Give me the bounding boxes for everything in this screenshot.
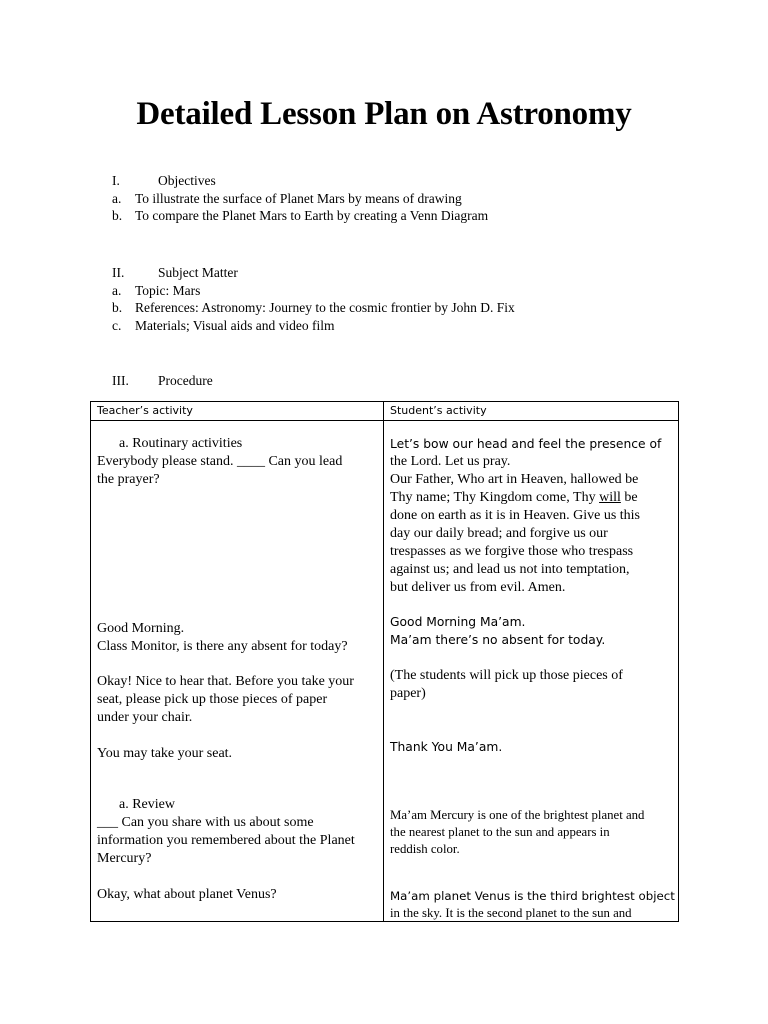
student-prayer-block: Let’s bow our head and feel the presence of the Lord. Let us pray. Our Father, Who art in Heaven, hallowed be Thy name; Thy Kingdom come, Thy will be done on earth as it is in Heaven. Give us this day our daily bread; and forgive us our trespasses as we forgive those who trespass against us; and lead us not into temptation, but deliver us from evil. Amen.: [390, 437, 662, 595]
student-greeting-block: Good Morning Ma’am. Ma’am there’s no absent for today.: [390, 615, 606, 647]
teacher-venus-question: Okay, what about planet Venus?: [97, 887, 277, 902]
subject-matter-heading: Subject Matter: [158, 265, 238, 280]
header-divider: [91, 420, 678, 421]
subject-matter-number: II.: [112, 265, 125, 280]
document-page: Detailed Lesson Plan on Astronomy I. Objectives a. To illustrate the surface of Planet Mars by means of drawing b. To compare the Planet Mars to Earth by creating a Venn Diagram II. Subject Matter a. Topic: Mars b. References: Astronomy: Journey to the cosmic frontier by John D. Fix c. Materials; Visual aids and video film III. Procedure Teacher’s activity Student’s activity a. Routinary activities Everybody please stand. ____ Can you lead the prayer? Good Morning. Class Monitor, is there any absent for today? Okay! Nice to hear that. Before you take your seat, please pick up those pieces of paper under your chair. You may take your seat. a. Review ___ Can you share with us about some information you remembered about the Planet Mercury? Okay, what about planet Venus? Let’s bow our head and feel the presence of the Lord. Let us pray. Our Father, Who art in Heaven, hallowed be Thy name; Thy Kingdom come, Thy will be done on earth as it is in Heaven. Give us this day our daily bread; and forgive us our trespasses as we forgive those who trespass against us; and lead us not into temptation, but deliver us from evil. Amen. Good Morning Ma’am. Ma’am there’s no absent for today. (The students will pick up those pieces of paper) Thank You Ma’am. Ma’am Mercury is one of the brightest planet and the nearest planet to the sun and appears in reddish color. Ma’am planet Venus is the third brightest object in the sky. It is the second planet to the sun and: [0, 0, 768, 1024]
objectives-heading: Objectives: [158, 173, 216, 188]
teacher-column-header: Teacher’s activity: [97, 404, 193, 417]
review-heading: a. Review: [119, 797, 175, 812]
teacher-greeting-block: Good Morning. Class Monitor, is there any absent for today?: [97, 621, 348, 654]
procedure-heading: Procedure: [158, 373, 213, 388]
activity-table: [90, 401, 679, 922]
column-divider: [383, 402, 384, 921]
teacher-routinary-block: a. Routinary activities Everybody please stand. ____ Can you lead the prayer?: [97, 435, 379, 489]
routinary-heading: a. Routinary activities: [119, 436, 243, 451]
student-thanks: Thank You Ma’am.: [390, 740, 503, 754]
student-pick-block: (The students will pick up those pieces of paper): [390, 668, 623, 701]
document-title: Detailed Lesson Plan on Astronomy: [136, 96, 632, 132]
student-column-header: Student’s activity: [390, 404, 487, 417]
student-venus-answer: Ma’am planet Venus is the third brightest object in the sky. It is the second planet to the sun and: [390, 889, 675, 920]
objectives-number: I.: [112, 173, 120, 188]
teacher-review-block: a. Review ___ Can you share with us about some information you remembered about the Planet Mercury?: [97, 796, 379, 868]
teacher-paper-block: Okay! Nice to hear that. Before you take your seat, please pick up those pieces of paper under your chair.: [97, 674, 354, 725]
procedure-number: III.: [112, 373, 129, 388]
student-mercury-answer: Ma’am Mercury is one of the brightest planet and the nearest planet to the sun and appears in reddish color.: [390, 808, 645, 856]
teacher-seat-block: You may take your seat.: [97, 746, 233, 761]
